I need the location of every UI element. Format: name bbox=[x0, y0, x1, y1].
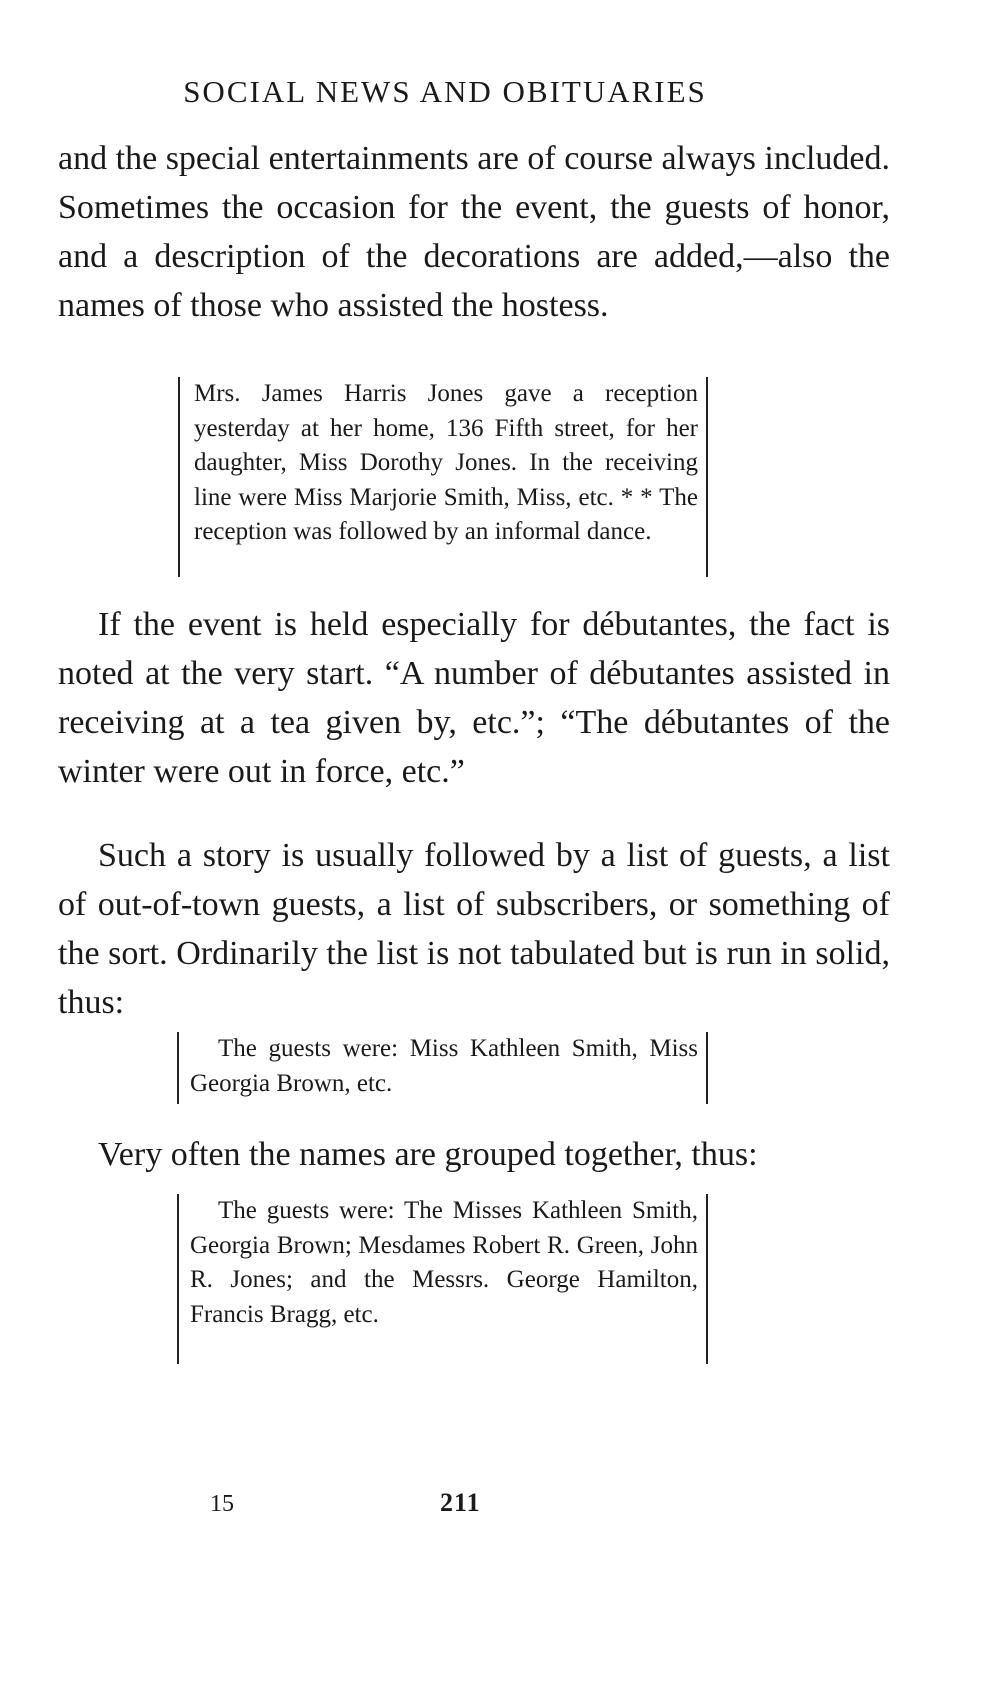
excerpt-text: The guests were: Miss Kathleen Smith, Miss Georgia Brown, etc. bbox=[190, 1035, 698, 1097]
running-head: SOCIAL NEWS AND OBITUARIES bbox=[183, 74, 707, 109]
excerpt-reception-notice bbox=[178, 377, 708, 577]
body-paragraph-2: If the event is held especially for débutantes, the fact is noted at the very start. “A number of débutantes assisted in receiving at a tea given by, etc.”; “The débutantes of the winter were out in force, etc.” bbox=[58, 606, 890, 790]
page-number: 211 bbox=[440, 1488, 481, 1517]
body-paragraph-3: Such a story is usually followed by a list of guests, a list of out-of-town guests, a list of subscribers, or something of the sort. Ordinarily the list is not tabulated but is run in solid, thus: bbox=[58, 837, 890, 1021]
signature-mark: 15 bbox=[210, 1491, 234, 1517]
excerpt-guest-list bbox=[177, 1032, 708, 1104]
body-paragraph-1: and the special entertainments are of course always included. Sometimes the occasion for the event, the guests of honor, and a description of the decorations are added,—also the names of those who assisted the hostess. bbox=[58, 140, 890, 324]
excerpt-text: The guests were: The Misses Kathleen Smith, Georgia Brown; Mesdames Robert R. Green, John R. Jones; and the Messrs. George Hamilton, Francis Bragg, etc. bbox=[190, 1197, 698, 1328]
excerpt-text: Mrs. James Harris Jones gave a reception yesterday at her home, 136 Fifth street, for her daughter, Miss Dorothy Jones. In the receiving line were Miss Marjorie Smith, Miss, etc. * * The reception was followed by an informal dance. bbox=[194, 380, 698, 545]
body-paragraph-4: Very often the names are grouped together, thus: bbox=[98, 1136, 758, 1173]
excerpt-grouped-guest-list bbox=[177, 1194, 708, 1364]
